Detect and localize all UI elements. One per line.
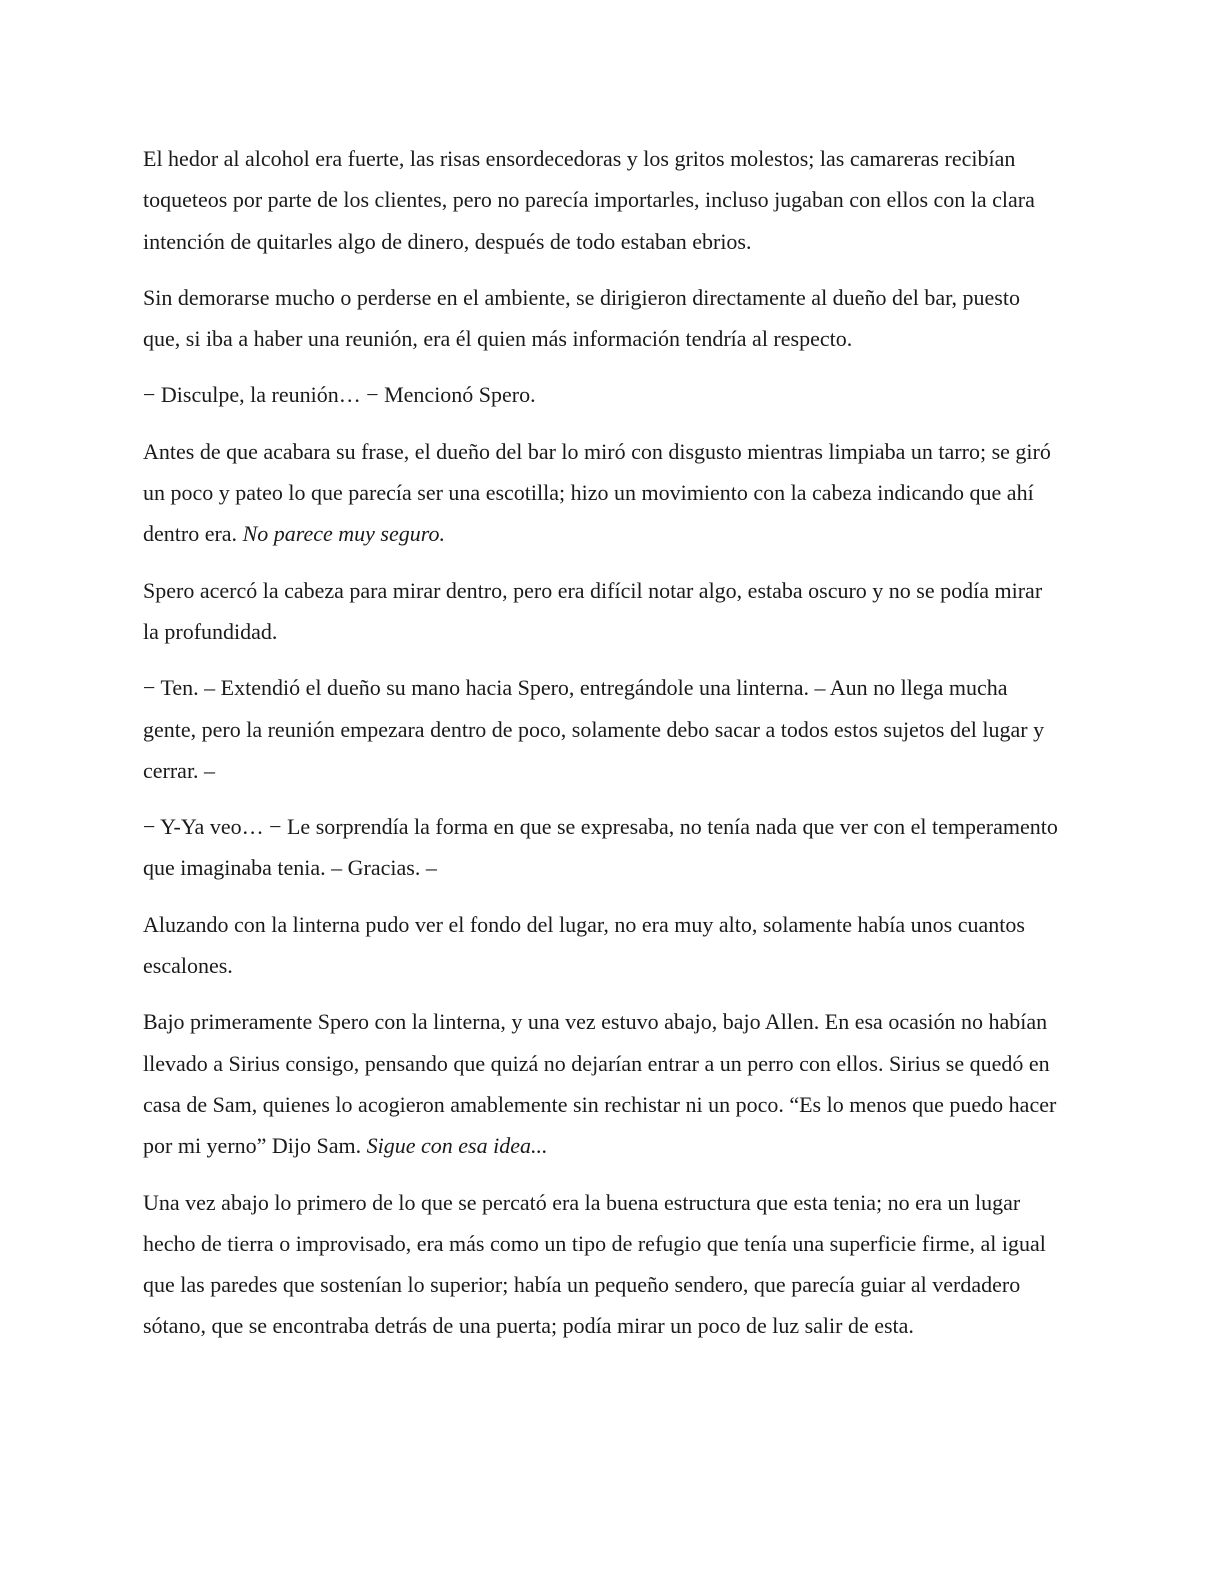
paragraph-8-text: Aluzando con la linterna pudo ver el fondo del lugar, no era muy alto, solamente había unos cuantos escalones. bbox=[143, 911, 1025, 979]
paragraph-2 bbox=[143, 277, 1061, 360]
paragraph-6 bbox=[143, 667, 1061, 791]
paragraph-9 bbox=[143, 1001, 1061, 1166]
paragraph-9-italic: Sigue con esa idea... bbox=[366, 1133, 548, 1159]
paragraph-4 bbox=[143, 431, 1061, 555]
paragraph-7-text: − Y-Ya veo… − Le sorprendía la forma en que se expresaba, no tenía nada que ver con el temperamento que imaginaba tenia. – Gracias. – bbox=[143, 814, 1058, 881]
paragraph-3 bbox=[143, 374, 1061, 415]
paragraph-4-italic: No parece muy seguro. bbox=[242, 521, 445, 547]
paragraph-1 bbox=[143, 138, 1061, 262]
paragraph-10 bbox=[143, 1182, 1061, 1347]
paragraph-8 bbox=[143, 904, 1061, 987]
paragraph-9-text: Bajo primeramente Spero con la linterna, y una vez estuvo abajo, bajo Allen. En esa ocasión no habían llevado a Sirius consigo, pensando que quizá no dejarían entrar a un perro con ellos. Sirius se quedó en casa de Sam, quienes lo acogieron amablemente sin rechistar ni un poco. “Es lo menos que puedo hacer por mi yerno” Dijo Sam. bbox=[143, 1009, 1057, 1159]
paragraph-2-text: Sin demorarse mucho o perderse en el ambiente, se dirigieron directamente al dueño del bar, puesto que, si iba a haber una reunión, era él quien más información tendría al respecto. bbox=[143, 284, 1020, 352]
paragraph-7 bbox=[143, 806, 1061, 889]
paragraph-5 bbox=[143, 570, 1061, 653]
paragraph-10-text: Una vez abajo lo primero de lo que se percató era la buena estructura que esta tenia; no era un lugar hecho de tierra o improvisado, era más como un tipo de refugio que tenía una superficie firme, al igual que las paredes que sostenían lo superior; había un pequeño sendero, que parecía guiar al verdadero sótano, que se encontraba detrás de una puerta; podía mirar un poco de luz salir de esta. bbox=[143, 1189, 1046, 1339]
paragraph-1-text: El hedor al alcohol era fuerte, las risas ensordecedoras y los gritos molestos; las camareras recibían toqueteos por parte de los clientes, pero no parecía importarles, incluso jugaban con ellos con la clara intención de quitarles algo de dinero, después de todo estaban ebrios. bbox=[143, 146, 1035, 254]
document-page bbox=[143, 138, 1061, 1362]
paragraph-5-text: Spero acercó la cabeza para mirar dentro, pero era difícil notar algo, estaba oscuro y no se podía mirar la profundidad. bbox=[143, 577, 1043, 644]
paragraph-4-text: Antes de que acabara su frase, el dueño del bar lo miró con disgusto mientras limpiaba un tarro; se giró un poco y pateo lo que parecía ser una escotilla; hizo un movimiento con la cabeza indicando que ahí dentro era. bbox=[143, 438, 1051, 547]
paragraph-3-text: − Disculpe, la reunión… − Mencionó Spero. bbox=[143, 382, 536, 408]
paragraph-6-text: − Ten. – Extendió el dueño su mano hacia Spero, entregándole una linterna. – Aun no llega mucha gente, pero la reunión empezara dentro de poco, solamente debo sacar a todos estos sujetos del lugar y cerrar. – bbox=[143, 675, 1045, 783]
